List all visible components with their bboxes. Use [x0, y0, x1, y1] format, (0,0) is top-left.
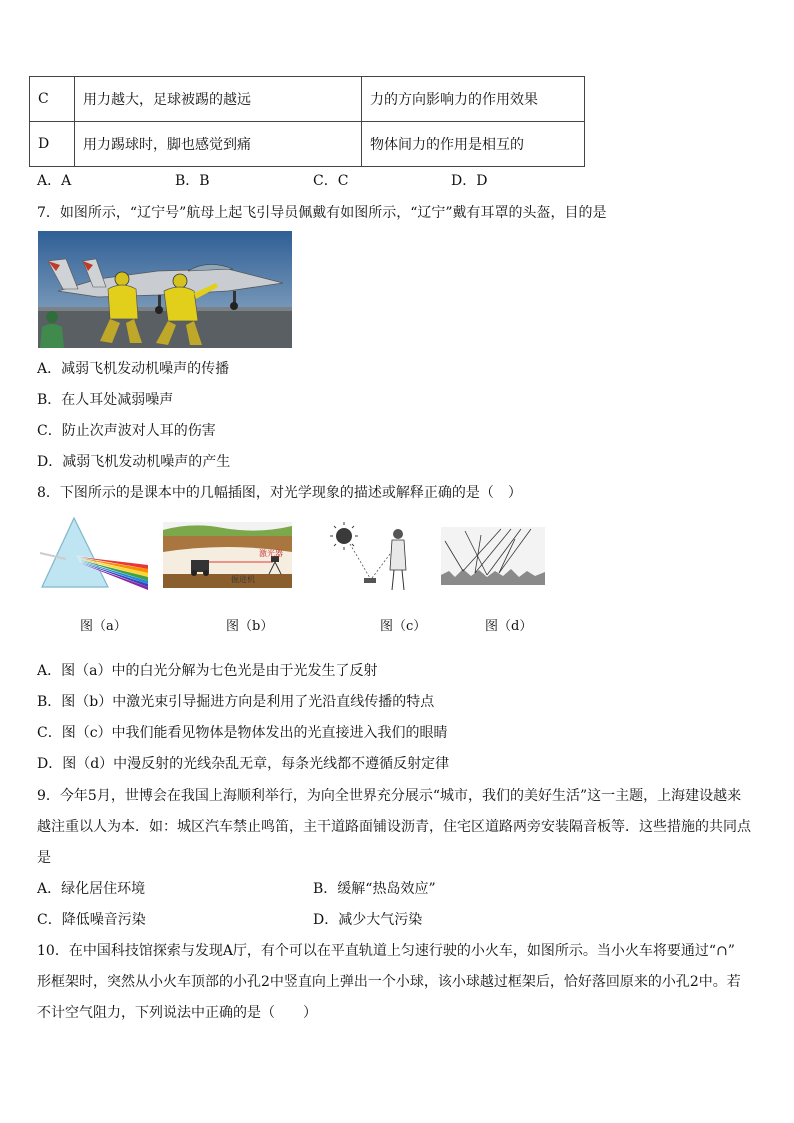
table-cell-phenomenon: 用力越大，足球被踢的越远	[75, 77, 362, 122]
laser-label: 激光器	[259, 549, 283, 558]
question-6-table	[29, 76, 585, 167]
q9-option-c: C．降低噪音污染	[37, 912, 146, 928]
q7-option-c: C．防止次声波对人耳的伤害	[37, 423, 216, 439]
seeing-object-figure	[328, 520, 418, 592]
table-cell-phenomenon: 用力踢球时，脚也感觉到痛	[75, 122, 362, 167]
tunnel-laser-figure	[163, 522, 292, 588]
diffuse-reflection-figure	[441, 527, 545, 585]
figure-b-caption: 图（b）	[226, 619, 274, 634]
prism-dispersion-figure	[40, 515, 150, 590]
q8-option-a: A．图（a）中的白光分解为七色光是由于光发生了反射	[37, 663, 378, 679]
q9-stem-line-1: 9．今年5月，世博会在我国上海顺利举行，为向全世界充分展示“城市，我们的美好生活”这一主题，上海建设越来	[37, 788, 742, 804]
q6-choice-a: A．A	[37, 173, 72, 189]
figure-c-caption: 图（c）	[380, 619, 427, 634]
table-row	[30, 122, 585, 167]
aircraft-carrier-photo	[38, 231, 292, 348]
q8-option-c: C．图（c）中我们能看见物体是物体发出的光直接进入我们的眼睛	[37, 725, 448, 741]
q8-stem: 8．下图所示的是课本中的几幅插图，对光学现象的描述或解释正确的是（ ）	[37, 485, 522, 501]
q7-option-d: D．减弱飞机发动机噪声的产生	[37, 454, 231, 470]
table-cell-explanation: 力的方向影响力的作用效果	[362, 77, 585, 122]
q9-option-d: D．减少大气污染	[313, 912, 423, 928]
table-cell-key: D	[30, 122, 75, 167]
table-cell-explanation: 物体间力的作用是相互的	[362, 122, 585, 167]
figure-a-caption: 图（a）	[80, 619, 127, 634]
q9-stem-line-3: 是	[37, 850, 51, 866]
q7-option-b: B．在人耳处减弱噪声	[37, 392, 174, 408]
q10-stem-line-2: 形框架时，突然从小火车顶部的小孔2中竖直向上弹出一个小球，该小球越过框架后，恰好落回原来的小孔2中。若	[37, 974, 741, 990]
q9-stem-line-2: 越注重以人为本．如：城区汽车禁止鸣笛，主干道路面铺设沥青，住宅区道路两旁安装隔音板等．这些措施的共同点	[37, 819, 751, 835]
table-row	[30, 77, 585, 122]
q9-option-b: B．缓解“热岛效应”	[313, 881, 436, 897]
q8-option-d: D．图（d）中漫反射的光线杂乱无章，每条光线都不遵循反射定律	[37, 756, 450, 772]
q6-choice-b: B．B	[175, 173, 210, 189]
q9-option-a: A．绿化居住环境	[37, 881, 146, 897]
figure-d-caption: 图（d）	[485, 619, 533, 634]
tunneler-label: 掘进机	[231, 575, 255, 584]
q6-choice-c: C．C	[313, 173, 349, 189]
q10-stem-line-1: 10．在中国科技馆探索与发现A厅，有个可以在平直轨道上匀速行驶的小火车，如图所示。当小火车将要通过“∩”	[37, 943, 735, 959]
q6-choice-d: D．D	[451, 173, 488, 189]
q7-stem: 7．如图所示，“辽宁号”航母上起飞引导员佩戴有如图所示，“辽宁”戴有耳罩的头盔，目的是	[37, 205, 607, 221]
q7-option-a: A．减弱飞机发动机噪声的传播	[37, 361, 230, 377]
q8-option-b: B．图（b）中激光束引导掘进方向是利用了光沿直线传播的特点	[37, 694, 435, 710]
table-cell-key: C	[30, 77, 75, 122]
q10-stem-line-3: 不计空气阻力，下列说法中正确的是（ ）	[37, 1005, 317, 1021]
